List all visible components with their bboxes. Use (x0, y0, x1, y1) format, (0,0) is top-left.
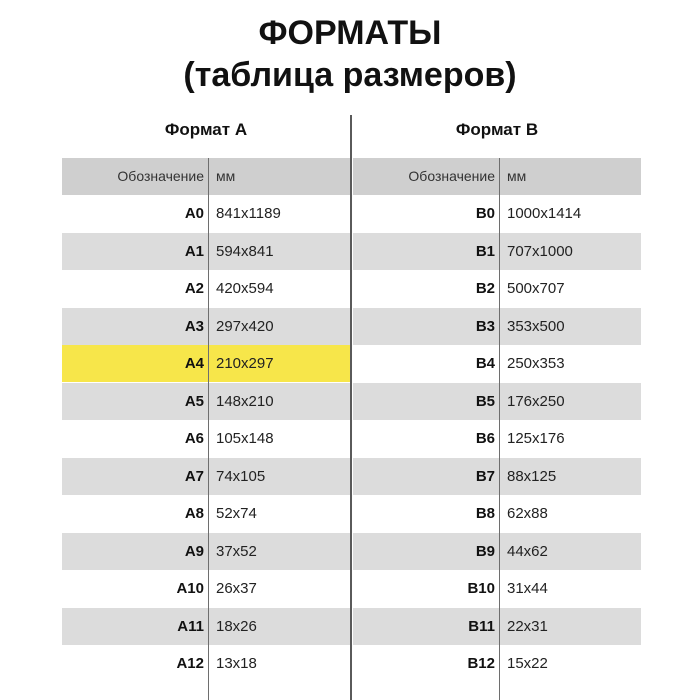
format-name: А8 (184, 505, 204, 522)
table-b-col-mm: мм (507, 168, 527, 184)
format-size: 15x22 (507, 655, 548, 672)
page-subtitle: (таблица размеров) (183, 56, 517, 94)
format-size: 26x37 (216, 580, 257, 597)
format-size: 707x1000 (507, 242, 573, 260)
format-name: А0 (184, 205, 204, 222)
format-name: А9 (184, 542, 204, 560)
table-row (62, 495, 350, 532)
format-name: В12 (467, 655, 495, 672)
table-row (62, 345, 350, 382)
format-name: В1 (475, 242, 495, 260)
format-name: В2 (475, 280, 495, 297)
table-row (353, 495, 641, 532)
format-name: А5 (184, 392, 204, 410)
table-row (353, 195, 641, 232)
table-b-col-label: Обозначение (408, 168, 495, 184)
format-size: 44x62 (507, 542, 548, 560)
table-row (353, 345, 641, 382)
format-size: 250x353 (507, 355, 565, 372)
format-name: А4 (184, 355, 204, 372)
format-name: В6 (475, 430, 495, 447)
format-size: 18x26 (216, 617, 257, 635)
table-a-column-separator (208, 158, 209, 700)
format-size: 37x52 (216, 542, 257, 560)
format-size: 148x210 (216, 392, 274, 410)
format-name: А7 (184, 467, 204, 485)
format-size: 176x250 (507, 392, 565, 410)
format-size: 74x105 (216, 467, 266, 485)
table-row (353, 308, 641, 345)
table-row (353, 645, 641, 682)
table-row (62, 270, 350, 307)
table-row (353, 383, 641, 420)
format-size: 353x500 (507, 317, 565, 335)
table-row (62, 420, 350, 457)
format-name: А2 (184, 280, 204, 297)
table-b-column-separator (499, 158, 500, 700)
table-a-header-row (62, 158, 350, 195)
table-a-col-label: Обозначение (117, 168, 204, 184)
format-name: А1 (184, 242, 204, 260)
format-size: 22x31 (507, 617, 548, 635)
table-a-col-mm: мм (216, 168, 236, 184)
format-name: А3 (184, 317, 204, 335)
table-row (353, 458, 641, 495)
table-row (353, 570, 641, 607)
table-a-heading: Формат А (164, 120, 248, 139)
format-size: 31x44 (507, 580, 548, 597)
table-row (62, 458, 350, 495)
format-size: 420x594 (216, 280, 274, 297)
table-row (353, 420, 641, 457)
table-b-heading: Формат В (455, 120, 539, 139)
format-name: В11 (468, 617, 495, 635)
format-size: 125x176 (507, 430, 565, 447)
format-size: 297x420 (216, 317, 274, 335)
table-divider (350, 115, 352, 700)
format-size: 88x125 (507, 467, 557, 485)
table-row (62, 195, 350, 232)
table-row (62, 308, 350, 345)
format-name: А6 (184, 430, 204, 447)
format-name: В3 (475, 317, 495, 335)
table-row (62, 645, 350, 682)
format-name: А10 (176, 580, 204, 597)
table-row (353, 233, 641, 270)
table-row (62, 533, 350, 570)
format-name: В5 (475, 392, 495, 410)
table-row (62, 570, 350, 607)
table-row (62, 233, 350, 270)
table-row (353, 608, 641, 645)
format-size: 1000x1414 (507, 205, 582, 222)
format-name: В8 (475, 505, 495, 522)
format-size: 500x707 (507, 280, 565, 297)
format-name: В4 (475, 355, 495, 372)
format-name: В9 (475, 542, 495, 560)
format-size: 105x148 (216, 430, 274, 447)
table-b-header-row (353, 158, 641, 195)
format-size: 210x297 (216, 355, 274, 372)
format-size: 52x74 (216, 505, 257, 522)
format-name: А12 (176, 655, 204, 672)
format-name: В10 (467, 580, 495, 597)
table-row (353, 270, 641, 307)
format-size: 13x18 (216, 655, 257, 672)
format-size: 62x88 (507, 505, 548, 522)
format-name: В0 (475, 205, 495, 222)
page-title: ФОРМАТЫ (258, 14, 442, 52)
table-row (62, 383, 350, 420)
table-row (353, 533, 641, 570)
format-size: 841x1189 (216, 205, 281, 222)
format-name: В7 (475, 467, 495, 485)
table-row (62, 608, 350, 645)
format-size: 594x841 (216, 242, 274, 260)
format-name: А11 (177, 617, 204, 635)
